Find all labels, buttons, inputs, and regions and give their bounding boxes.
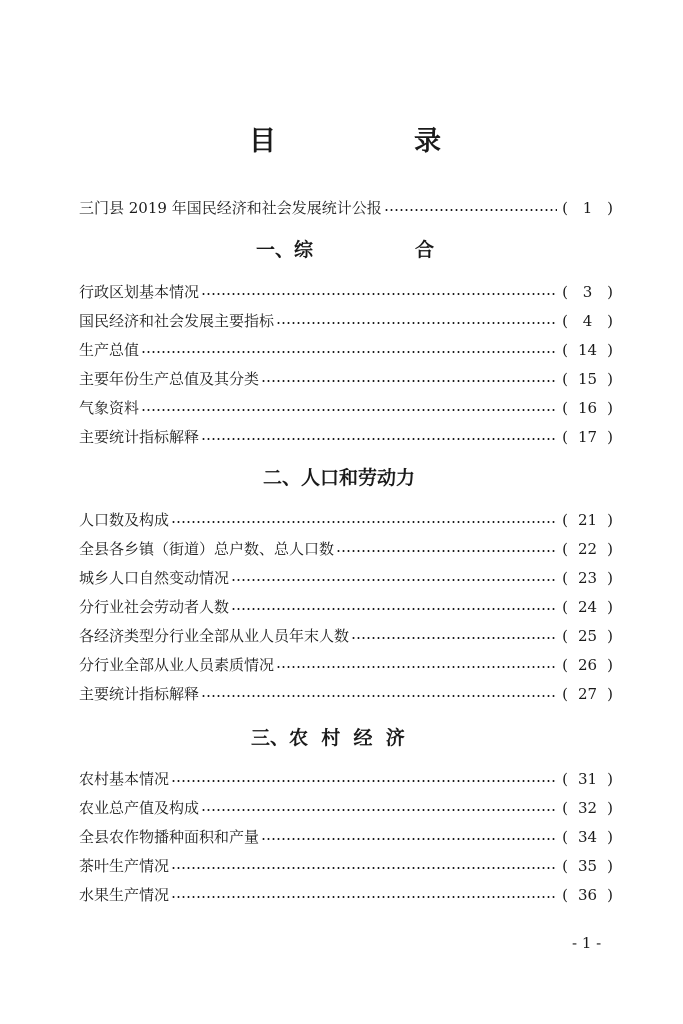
page-title [0, 122, 683, 162]
close-paren: ) [607, 428, 613, 446]
open-paren: ( [562, 656, 568, 674]
toc-page-number: 35 [577, 857, 598, 875]
toc-leader-dots [201, 809, 557, 811]
toc-entry-title: 农业总产值及构成 [79, 799, 200, 817]
toc-entry-page [560, 397, 615, 419]
close-paren: ) [607, 540, 613, 558]
toc-leader-dots [384, 209, 557, 211]
section-heading-part: 三、农 村 经 济 [251, 727, 405, 749]
close-paren: ) [607, 341, 613, 359]
close-paren: ) [607, 399, 613, 417]
toc-entry-title: 三门县 2019 年国民经济和社会发展统计公报 [79, 199, 382, 217]
toc-entry[interactable] [79, 768, 615, 790]
section-heading-part: 合 [415, 239, 435, 261]
open-paren: ( [562, 199, 568, 217]
toc-leader-dots [261, 838, 557, 840]
close-paren: ) [607, 199, 613, 217]
toc-entry-title: 人口数及构成 [79, 511, 170, 529]
open-paren: ( [562, 540, 568, 558]
close-paren: ) [607, 770, 613, 788]
close-paren: ) [607, 857, 613, 875]
toc-entry[interactable] [79, 281, 615, 303]
close-paren: ) [607, 511, 613, 529]
close-paren: ) [607, 685, 613, 703]
toc-entry[interactable] [79, 509, 615, 531]
open-paren: ( [562, 370, 568, 388]
toc-page-number: 26 [577, 656, 598, 674]
toc-leader-dots [171, 896, 557, 898]
toc-leader-dots [351, 637, 557, 639]
toc-entry-title: 分行业社会劳动者人数 [79, 598, 230, 616]
toc-entry[interactable] [79, 884, 615, 906]
toc-entry-title: 行政区划基本情况 [79, 283, 200, 301]
toc-page-number: 15 [577, 370, 598, 388]
section-heading-general [0, 235, 683, 265]
toc-entry-page [560, 596, 615, 618]
open-paren: ( [562, 283, 568, 301]
toc-entry[interactable] [79, 826, 615, 848]
open-paren: ( [562, 428, 568, 446]
toc-entry-page [560, 197, 615, 219]
close-paren: ) [607, 828, 613, 846]
close-paren: ) [607, 627, 613, 645]
toc-page-number: 24 [577, 598, 598, 616]
toc-page-number: 32 [577, 799, 598, 817]
toc-page-number: 27 [577, 685, 598, 703]
toc-entry[interactable] [79, 855, 615, 877]
toc-leader-dots [276, 322, 557, 324]
toc-leader-dots [276, 666, 557, 668]
toc-entry[interactable] [79, 567, 615, 589]
toc-entry-page [560, 281, 615, 303]
toc-entry[interactable] [79, 426, 615, 448]
toc-entry[interactable] [79, 538, 615, 560]
toc-entry-page [560, 884, 615, 906]
toc-entry-title: 国民经济和社会发展主要指标 [79, 312, 275, 330]
open-paren: ( [562, 685, 568, 703]
toc-leader-dots [171, 867, 557, 869]
toc-page-number: 1 [582, 199, 593, 217]
close-paren: ) [607, 886, 613, 904]
toc-entry-page [560, 826, 615, 848]
toc-page-number: 36 [577, 886, 598, 904]
close-paren: ) [607, 598, 613, 616]
toc-leader-dots [201, 438, 557, 440]
toc-page-number: 17 [577, 428, 598, 446]
toc-entry[interactable] [79, 596, 615, 618]
toc-page-number: 3 [582, 283, 593, 301]
toc-entry-title: 主要统计指标解释 [79, 428, 200, 446]
toc-entry-page [560, 310, 615, 332]
section-heading-rural-economy [0, 723, 683, 753]
toc-entry-title: 各经济类型分行业全部从业人员年末人数 [79, 627, 350, 645]
toc-entry[interactable] [79, 683, 615, 705]
section-heading-part: 一、综 [256, 239, 314, 261]
open-paren: ( [562, 886, 568, 904]
toc-entry-page [560, 567, 615, 589]
open-paren: ( [562, 627, 568, 645]
toc-leader-dots [141, 409, 557, 411]
toc-entry-page [560, 683, 615, 705]
toc-page-number: 16 [577, 399, 598, 417]
toc-entry[interactable] [79, 339, 615, 361]
open-paren: ( [562, 598, 568, 616]
toc-leader-dots [231, 579, 557, 581]
toc-entry-page [560, 426, 615, 448]
close-paren: ) [607, 799, 613, 817]
toc-leader-dots [231, 608, 557, 610]
toc-page-number: 25 [577, 627, 598, 645]
toc-entry-title: 气象资料 [79, 399, 140, 417]
toc-entry[interactable] [79, 625, 615, 647]
toc-entry-page [560, 625, 615, 647]
toc-page-number: 31 [577, 770, 598, 788]
open-paren: ( [562, 399, 568, 417]
toc-leader-dots [201, 293, 557, 295]
toc-entry-page [560, 368, 615, 390]
toc-leader-dots [201, 695, 557, 697]
toc-entry-title: 茶叶生产情况 [79, 857, 170, 875]
open-paren: ( [562, 511, 568, 529]
toc-entry-title: 城乡人口自然变动情况 [79, 569, 230, 587]
toc-leader-dots [171, 780, 557, 782]
toc-entry-page [560, 654, 615, 676]
close-paren: ) [607, 283, 613, 301]
toc-entry-page [560, 538, 615, 560]
open-paren: ( [562, 799, 568, 817]
toc-entry-title: 分行业全部从业人员素质情况 [79, 656, 275, 674]
page-title-left: 目 [249, 126, 276, 157]
close-paren: ) [607, 370, 613, 388]
toc-entry-page [560, 797, 615, 819]
toc-entry[interactable] [79, 654, 615, 676]
toc-entry[interactable] [79, 368, 615, 390]
section-heading-part: 二、人口和劳动力 [263, 467, 416, 489]
toc-page-number: 34 [577, 828, 598, 846]
close-paren: ) [607, 656, 613, 674]
toc-entry[interactable] [79, 397, 615, 419]
toc-page-number: 23 [577, 569, 598, 587]
toc-entry-bulletin[interactable] [79, 197, 615, 219]
toc-entry-title: 水果生产情况 [79, 886, 170, 904]
toc-entry-page [560, 509, 615, 531]
open-paren: ( [562, 341, 568, 359]
page-title-right: 录 [414, 126, 441, 157]
toc-entry-title: 农村基本情况 [79, 770, 170, 788]
toc-entry[interactable] [79, 797, 615, 819]
toc-leader-dots [336, 550, 557, 552]
toc-entry[interactable] [79, 310, 615, 332]
toc-entry-page [560, 768, 615, 790]
toc-page-number: 21 [577, 511, 598, 529]
toc-page-number: 22 [577, 540, 598, 558]
toc-entry-page [560, 339, 615, 361]
toc-page-number: 14 [577, 341, 598, 359]
toc-entry-title: 全县各乡镇（街道）总户数、总人口数 [79, 540, 335, 558]
open-paren: ( [562, 569, 568, 587]
toc-entry-title: 主要统计指标解释 [79, 685, 200, 703]
page-number-footer: - 1 - [572, 934, 602, 952]
toc-leader-dots [171, 521, 557, 523]
toc-leader-dots [261, 380, 557, 382]
section-heading-population [0, 463, 683, 493]
toc-entry-title: 生产总值 [79, 341, 140, 359]
toc-entry-title: 全县农作物播种面积和产量 [79, 828, 260, 846]
toc-page-number: 4 [582, 312, 593, 330]
toc-entry-page [560, 855, 615, 877]
open-paren: ( [562, 857, 568, 875]
close-paren: ) [607, 569, 613, 587]
open-paren: ( [562, 770, 568, 788]
toc-entry-title: 主要年份生产总值及其分类 [79, 370, 260, 388]
close-paren: ) [607, 312, 613, 330]
toc-leader-dots [141, 351, 557, 353]
open-paren: ( [562, 312, 568, 330]
open-paren: ( [562, 828, 568, 846]
